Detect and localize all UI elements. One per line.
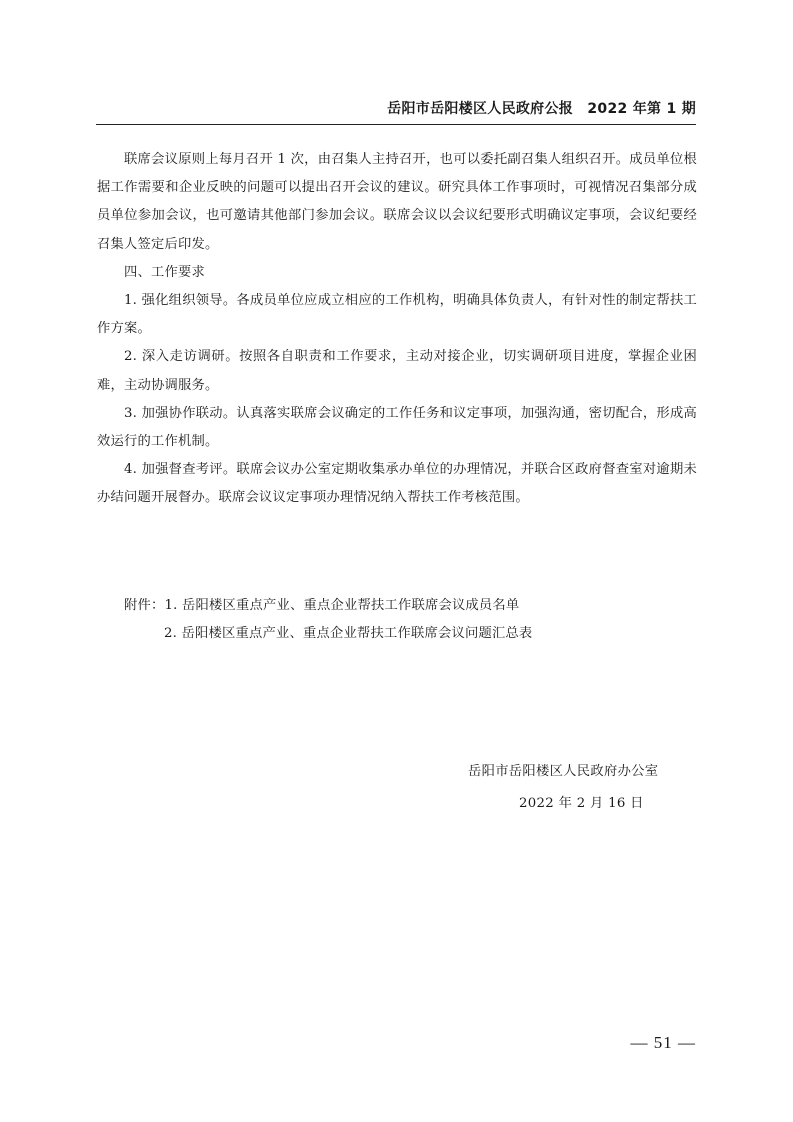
- signature-date: 2022 年 2 月 16 日: [519, 796, 644, 811]
- body-text: [97, 146, 697, 513]
- signature-block: [468, 756, 658, 820]
- signature-org: 岳阳市岳阳楼区人民政府办公室: [468, 764, 659, 779]
- section-heading-work-requirements: 四、工作要求: [124, 264, 205, 280]
- attachment-item-1: 附件：1. 岳阳楼区重点产业、重点企业帮扶工作联席会议成员名单: [124, 598, 520, 613]
- paragraph-requirement-4: 4. 加强督查考评。联席会议办公室定期收集承办单位的办理情况，并联合区政府督查室对逾期未办结问题开展督办。联席会议议定事项办理情况纳入帮扶工作考核范围。: [97, 462, 697, 506]
- header-title: 岳阳市岳阳楼区人民政府公报 2022 年第 1 期: [387, 101, 696, 117]
- paragraph-requirement-3: 3. 加强协作联动。认真落实联席会议确定的工作任务和议定事项，加强沟通，密切配合，形成高效运行的工作机制。: [97, 405, 697, 450]
- attachment-item-2: 2. 岳阳楼区重点产业、重点企业帮扶工作联席会议问题汇总表: [164, 626, 533, 642]
- page-header: [96, 98, 696, 125]
- page-number: — 51 —: [630, 1033, 696, 1052]
- paragraph-meeting-rules: 联席会议原则上每月召开 1 次，由召集人主持召开，也可以委托副召集人组织召开。成员单位根据工作需要和企业反映的问题可以提出召开会议的建议。研究具体工作事项时，可视情况召集部分成员单位参加会议，也可邀请其他部门参加会议。联席会议以会议纪要形式明确议定事项，会议纪要经召集人签定后印发。: [97, 152, 697, 252]
- attachments-list: [124, 592, 532, 648]
- paragraph-requirement-2: 2. 深入走访调研。按照各自职责和工作要求，主动对接企业，切实调研项目进度，掌握企业困难，主动协调服务。: [97, 349, 697, 393]
- paragraph-requirement-1: 1. 强化组织领导。各成员单位应成立相应的工作机构，明确具体负责人，有针对性的制定帮扶工作方案。: [97, 293, 697, 337]
